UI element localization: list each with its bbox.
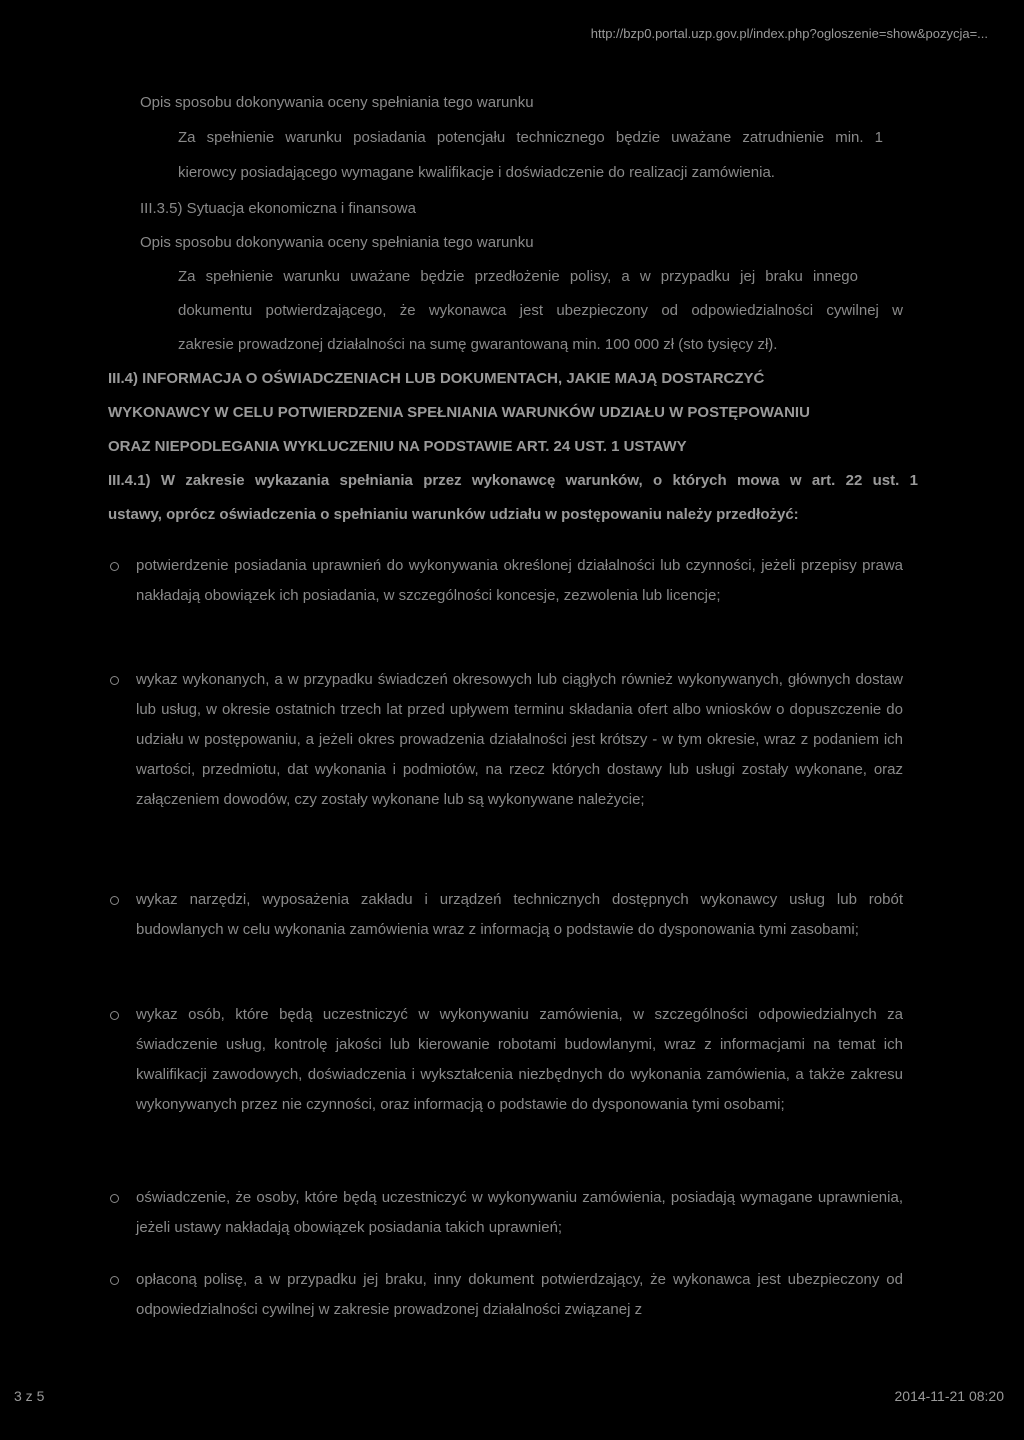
list-item xyxy=(108,1000,903,1120)
section-heading: WYKONAWCY W CELU POTWIERDZENIA SPEŁNIANIA WARUNKÓW UDZIAŁU W POSTĘPOWANIU xyxy=(108,404,810,421)
section-subheading: Opis sposobu dokonywania oceny spełniania tego warunku xyxy=(140,94,534,111)
list-item xyxy=(108,551,903,611)
page-url: http://bzp0.portal.uzp.gov.pl/index.php?ogloszenie=show&pozycja=... xyxy=(590,26,988,41)
requirements-list xyxy=(108,551,903,611)
bullet-icon xyxy=(110,1011,119,1020)
paragraph-line: ustawy, oprócz oświadczenia o spełnianiu warunków udziału w postępowaniu należy przedłożyć: xyxy=(108,506,799,523)
list-item-text: opłaconą polisę, a w przypadku jej braku, inny dokument potwierdzający, że wykonawca jest ubezpieczony od odpowiedzialności cywilnej w zakresie prowadzonej działalności związanej z xyxy=(136,1271,903,1318)
list-item xyxy=(108,1183,903,1243)
requirements-list xyxy=(108,885,903,945)
bullet-icon xyxy=(110,896,119,905)
section-subheading: Opis sposobu dokonywania oceny spełniania tego warunku xyxy=(140,234,534,251)
list-item-text: oświadczenie, że osoby, które będą uczestniczyć w wykonywaniu zamówienia, posiadają wymagane uprawnienia, jeżeli ustawy nakładają obowiązek posiadania takich uprawnień; xyxy=(136,1189,903,1236)
section-heading: III.4) INFORMACJA O OŚWIADCZENIACH LUB DOKUMENTACH, JAKIE MAJĄ DOSTARCZYĆ xyxy=(108,370,765,387)
requirements-list xyxy=(108,1183,903,1243)
paragraph-line: Za spełnienie warunku uważane będzie przedłożenie polisy, a w przypadku jej braku innego xyxy=(178,268,858,285)
list-item-text: wykaz wykonanych, a w przypadku świadczeń okresowych lub ciągłych również wykonywanych, głównych dostaw lub usług, w okresie ostatnich trzech lat przed upływem terminu składania ofert albo wniosków o dopuszczenie do udziału w postępowaniu, a jeżeli okres prowadzenia działalności jest krótszy - w tym okresie, wraz z podaniem ich wartości, przedmiotu, dat wykonania i podmiotów, na rzecz których dostawy lub usługi zostały wykonane, oraz załączeniem dowodów, czy zostały wykonane lub są wykonywane należycie; xyxy=(136,671,903,808)
requirements-list xyxy=(108,1000,903,1120)
paragraph-line: zakresie prowadzonej działalności na sumę gwarantowaną min. 100 000 zł (sto tysięcy zł). xyxy=(178,336,778,353)
list-item xyxy=(108,1265,903,1325)
bullet-icon xyxy=(110,1194,119,1203)
paragraph-line: III.4.1) W zakresie wykazania spełniania przez wykonawcę warunków, o których mowa w art. 22 ust. 1 xyxy=(108,472,918,489)
print-timestamp: 2014-11-21 08:20 xyxy=(894,1388,1004,1404)
section-heading: ORAZ NIEPODLEGANIA WYKLUCZENIU NA PODSTAWIE ART. 24 UST. 1 USTAWY xyxy=(108,438,687,455)
bullet-icon xyxy=(110,676,119,685)
page-number: 3 z 5 xyxy=(14,1388,45,1404)
list-item-text: wykaz osób, które będą uczestniczyć w wykonywaniu zamówienia, w szczególności odpowiedzialnych za świadczenie usług, kontrolę jakości lub kierowanie robotami budowlanymi, wraz z informacjami na temat ich kwalifikacji zawodowych, doświadczenia i wykształcenia niezbędnych do wykonania zamówienia, a także zakresu wykonywanych przez nie czynności, oraz informacją o podstawie do dysponowania tymi osobami; xyxy=(136,1006,903,1113)
bullet-icon xyxy=(110,562,119,571)
list-item xyxy=(108,665,903,815)
paragraph-line: kierowcy posiadającego wymagane kwalifikacje i doświadczenie do realizacji zamówienia. xyxy=(178,164,775,181)
bullet-icon xyxy=(110,1276,119,1285)
list-item-text: potwierdzenie posiadania uprawnień do wykonywania określonej działalności lub czynności, jeżeli przepisy prawa nakładają obowiązek ich posiadania, w szczególności koncesje, zezwolenia lub licencje; xyxy=(136,557,903,604)
paragraph-line: dokumentu potwierdzającego, że wykonawca jest ubezpieczony od odpowiedzialności cywilnej w xyxy=(178,302,903,319)
requirements-list xyxy=(108,1265,903,1325)
requirements-list xyxy=(108,665,903,815)
paragraph-line: Za spełnienie warunku posiadania potencjału technicznego będzie uważane zatrudnienie min. 1 xyxy=(178,129,883,146)
list-item xyxy=(108,885,903,945)
section-heading: III.3.5) Sytuacja ekonomiczna i finansowa xyxy=(140,200,416,217)
list-item-text: wykaz narzędzi, wyposażenia zakładu i urządzeń technicznych dostępnych wykonawcy usług lub robót budowlanych w celu wykonania zamówienia wraz z informacją o podstawie do dysponowania tymi zasobami; xyxy=(136,891,903,938)
